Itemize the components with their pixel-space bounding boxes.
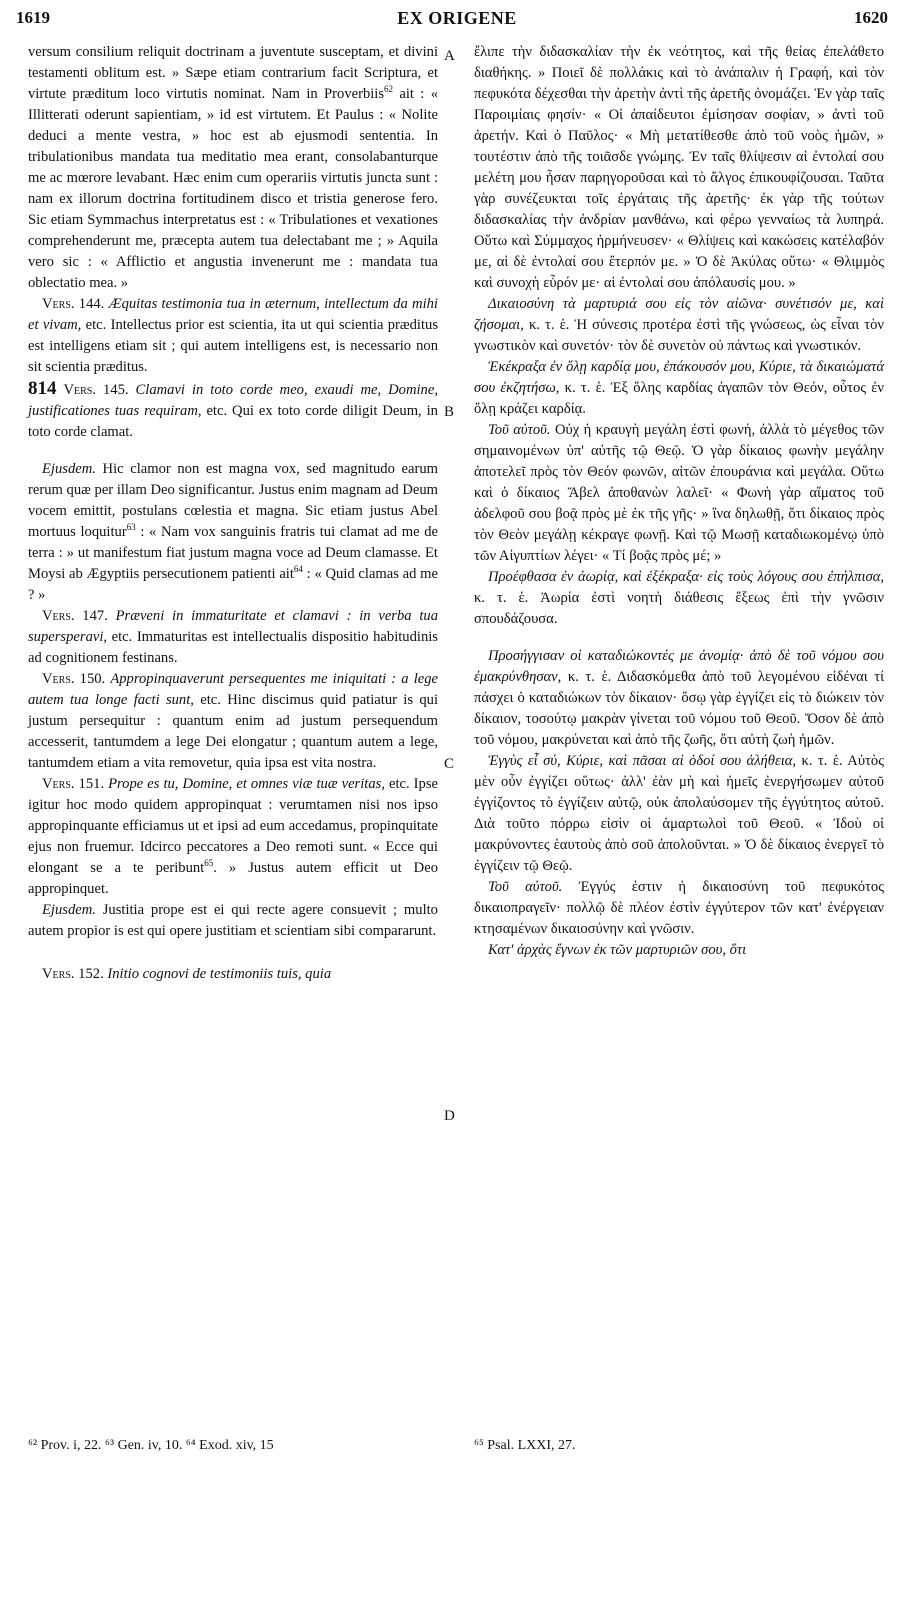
greek-verse-150: Προσήγγισαν οἱ καταδιώκοντές με ἀνομίᾳ· ἀπὸ δὲ τοῦ νόμου σου ἐμακρύνθησαν, κ. τ. ἑ. Διδασκόμεθα ἀπὸ τοῦ λεγομένου εἰδέναι τί πάσχει ὁ καταδιώκων τὸν δίκαιον· ὅσῳ γὰρ ἐγγίζει εἰς τὸ διώκειν τὸν δίκαιον, τοσούτῳ μακρὰν γίνεται τοῦ νόμου τοῦ Θεοῦ. Ὅσον δὲ ἀπὸ τοῦ νόμου, μακρύνεται καὶ ἀπὸ τῆς ζωῆς, ὅτι αὐτὴ ζωὴ ἡμῶν. xyxy=(474,648,884,748)
greek-verse-152: Κατ' ἀρχὰς ἔγνων ἐκ τῶν μαρτυριῶν σου, ὅτι xyxy=(488,942,747,958)
margin-marker-b: B xyxy=(444,404,455,420)
running-title: EX ORIGENE xyxy=(397,8,517,28)
latin-column xyxy=(28,42,438,985)
latin-ejusdem-2: Ejusdem. Justitia prope est ei qui recte agere consuevit ; multo autem propior is est qui opere justitiam et scientiam sibi compararunt. xyxy=(28,902,438,939)
greek-verse-151: Ἐγγὺς εἶ σύ, Κύριε, καὶ πᾶσαι αἱ ὁδοί σου ἀλήθεια, κ. τ. ἑ. Αὐτὸς μὲν οὖν ἐγγίζει οὕτως· ἀλλ' ἐὰν μὴ καὶ ἡμεῖς ἐνεργήσωμεν αὐτοῦ ἐγγίζοντος τὸ ἐγγίζειν αὐτῷ, οὐκ ἀπολαύσομεν τῆς ἐγγύτητος αὐτοῦ. Διὰ τοῦτο πόρρω εἰσὶν οἱ ἁμαρτωλοὶ τοῦ Θεοῦ. « Ἰδοὺ οἱ μακρύνοντες ἑαυτοὺς ἀπὸ σοῦ ἀπολοῦνται. » Ὁ δὲ δίκαιος ἐνεργεῖ τὸ ἐγγίζειν τῷ Θεῷ. xyxy=(474,753,884,874)
margin-marker-a: A xyxy=(444,48,455,64)
greek-footnotes: ⁶⁵ Psal. LXXI, 27. xyxy=(474,1438,576,1453)
page-header xyxy=(0,8,914,32)
page-number-left: 1619 xyxy=(16,8,50,27)
latin-verse-145: 814 Vers. 145. Clamavi in toto corde meo, exaudi me, Domine, justificationes tuas requiram, etc. Qui ex toto corde diligit Deum, in toto corde clamat. xyxy=(28,378,438,440)
latin-verse-150: Vers. 150. Appropinquaverunt persequentes me iniquitati : a lege autem tua longe facti sunt, etc. Hinc discimus quid patiatur is qui justum persequitur : quantum enim ad justum persequendum accesserit, tantumdem a lege Dei elongatur ; quantum autem a lege, tantumdem etiam a vita removetur, quia ipsa est vita nostra. xyxy=(28,671,439,771)
greek-column xyxy=(474,42,884,961)
greek-verse-147: Προέφθασα ἐν ἀωρίᾳ, καὶ ἐξέκραξα· εἰς τοὺς λόγους σου ἐπήλπισα, κ. τ. ἑ. Ἀωρία ἐστὶ νοητὴ διάθεσις ἕξεως ἐπὶ τὴν γνῶσιν σπουδάζουσα. xyxy=(474,569,884,627)
latin-verse-144: Vers. 144. Æquitas testimonia tua in æternum, intellectum da mihi et vivam, etc. Intellectus prior est scientia, ita ut qui scientia præditus est intelligens etiam sit ; qui autem intelligens est, is necessario non sit scientia præditus. xyxy=(28,296,438,375)
column-number: 814 xyxy=(28,378,57,399)
greek-tou-autou-1: Τοῦ αὐτοῦ. Οὐχ ἡ κραυγὴ μεγάλη ἐστὶ φωνή, ἀλλὰ τὸ μέγεθος τῶν σημαινομένων ὑπ' αὐτῆς τῷ Θεῷ. Ὁ γὰρ δίκαιος φωνὴν μεγάλην ἀποτελεῖ πρὸς τὸν Θεόν φωνῶν, αἰτῶν ἐπουράνια καὶ μεγάλα. Οὕτω καὶ ὁ δίκαιος Ἄβελ ἀποθανὼν λαλεῖ· « Φωνὴ γὰρ αἵματος τοῦ ἀδελφοῦ σου βοᾷ πρὸς μὲ ἐκ τῆς γῆς· » ἵνα δηλωθῇ, ὅτι δίκαιος πρὸς τὸν Θεὸν μεγάλῃ κέκραγε φωνῇ. Καὶ τῷ Μωσῇ καταδιωκομένῳ ὑπὸ τῶν Αἰγυπτίων λέγει· « Τί βοᾷς πρὸς μέ; » xyxy=(474,422,884,564)
greek-verse-144: Δικαιοσύνη τὰ μαρτυριά σου εἰς τὸν αἰῶνα· συνέτισόν με, καὶ ζήσομαι, κ. τ. ἑ. Ἡ σύνεσις προτέρα ἐστὶ τῆς γνώσεως, ὡς εἶναι τὸν γνωστικὸν καὶ συνετόν· τὸν δὲ συνετὸν οὐ πάντως καὶ γνωστικόν. xyxy=(474,296,884,354)
latin-verse-152: Vers. 152. Initio cognovi de testimoniis tuis, quia xyxy=(42,966,332,982)
latin-ejusdem-1: Ejusdem. Hic clamor non est magna vox, sed magnitudo earum rerum quæ per illam Deo significantur. Justus enim magnam ad Deum vocem emittit, postulans cœlestia et magna. Sic etiam justus Abel mortuus loquitur$^{63}$ : « Nam vox sanguinis fratris tui clamat ad me de terra : » ut manifestum fiat justum magna voce ad Deum clamasse. Et Moysi ab Ægyptiis persecutionem patienti ait$^{64}$ : « Quid clamas ad me ? » xyxy=(28,461,439,603)
latin-verse-151: Vers. 151. Prope es tu, Domine, et omnes viæ tuæ veritas, etc. Ipse igitur hoc modo quidem appropinquat : verumtamen nisi nos ipso appropinquante efficiamus ut et ipsi ad eum accedamus, propinquitate ejus non fruemur. Idcirco peccatores a Deo remoti sunt. « Ecce qui elongant se a te peribunt$^{65}$. » Justus autem efficit ut Deo appropinquet. xyxy=(28,776,438,897)
margin-marker-c: C xyxy=(444,756,455,772)
greek-paragraph: ἔλιπε τὴν διδασκαλίαν τὴν ἐκ νεότητος, καὶ τῆς θείας ἐπελάθετο διαθήκης. » Ποιεῖ δὲ πολλάκις καὶ τὸ ἀνάπαλιν ἡ Γραφή, καὶ τὸν πεφυκότα δέχεσθαι τὴν ἀρετὴν ἀντὶ τῆς ἀρετῆς ὀνομάζει. Ἐν γὰρ ταῖς Παροιμίαις φησίν· « Οἱ ἀπαίδευτοι ἐμίσησαν σοφίαν, » ἀντὶ τοῦ ἀρετήν. Καὶ ὁ Παῦλος· « Μὴ μετατίθεσθε ἀπὸ τοῦ νοὸς ἡμῶν, » τουτέστιν ἀπὸ τῆς τοιᾶσδε γνώμης. Ἐν ταῖς θλίψεσιν αἱ ἐντολαί σου μελέτη μου ἦσαν παρηγοροῦσαι καὶ τὸ ἄλγος ἐπικουφίζουσαι. Ταῦτα γὰρ συνέζευκται τοῖς ἐργάταις τῆς ἀρετῆς· ἐκ γὰρ τῆς τούτων διδασκαλίας τὴν ἀνδρίαν μανθάνω, καὶ φέρω γενναίως τὰ λυπηρά. Οὕτω καὶ Σύμμαχος ἡρμήνευσεν· « Θλίψεις καὶ κακώσεις κατέλαβόν με, αἱ δὲ ἐντολαί σου ἔτερπόν με. » Ὁ δὲ Ἀκύλας οὕτω· « Θλιμμὸς καὶ συνοχὴ εὗρόν με· αἱ ἐντολαί σου ἀπόλαυσίς μου. » xyxy=(474,44,884,291)
greek-tou-autou-2: Τοῦ αὐτοῦ. Ἐγγύς ἐστιν ἡ δικαιοσύνη τοῦ πεφυκότος δικαιοπραγεῖν· πολλῷ δὲ πλέον ἐστὶν ἐγγύτερον τῶν κατ' ἐνέργειαν κτησαμένων δικαιοσύνην καὶ γνῶσιν. xyxy=(474,879,884,937)
latin-footnotes: ⁶² Prov. i, 22. ⁶³ Gen. iv, 10. ⁶⁴ Exod. xiv, 15 xyxy=(28,1438,274,1453)
latin-paragraph: versum consilium reliquit doctrinam a juventute susceptam, et divini testamenti oblitum est. » Sæpe etiam contrarium facit Scriptura, et virtute præditum loco virtutis nominat. Nam in Proverbiis$^{62}$ ait : « Illitterati oderunt sapientiam, » id est virtutem. Et Paulus : « Nolite deduci a mente vestra, » hoc est ab ejusmodi sententia. In tribulationibus mandata tua meditatio mea erant, consolabanturque me ac mœrore levabant. Hæc enim cum operariis virtutis juncta sunt : nam ex illorum doctrina fortitudinem disco et tristia generose fero. Sic etiam Symmachus interpretatus est : « Tribulationes et vexationes comprehenderunt me, præcepta autem tua delectabant me ; » Aquila vero sic : « Afflictio et angustia invenerunt me : mandata tua oblectatio mea. » xyxy=(28,44,438,291)
margin-marker-d: D xyxy=(444,1108,455,1124)
greek-verse-145: Ἐκέκραξα ἐν ὅλῃ καρδίᾳ μου, ἐπάκουσόν μου, Κύριε, τὰ δικαιώματά σου ἐκζητήσω, κ. τ. ἑ. Ἐξ ὅλης καρδίας ἀγαπῶν τὸν Θεόν, οὗτος ἐν ὅλῃ κράζει καρδίᾳ. xyxy=(474,359,884,417)
latin-verse-147: Vers. 147. Præveni in immaturitate et clamavi : in verba tua supersperavi, etc. Immaturitas est intellectualis dispositio habitudinis ad cognitionem festinans. xyxy=(28,608,439,666)
page-number-right: 1620 xyxy=(854,8,888,27)
